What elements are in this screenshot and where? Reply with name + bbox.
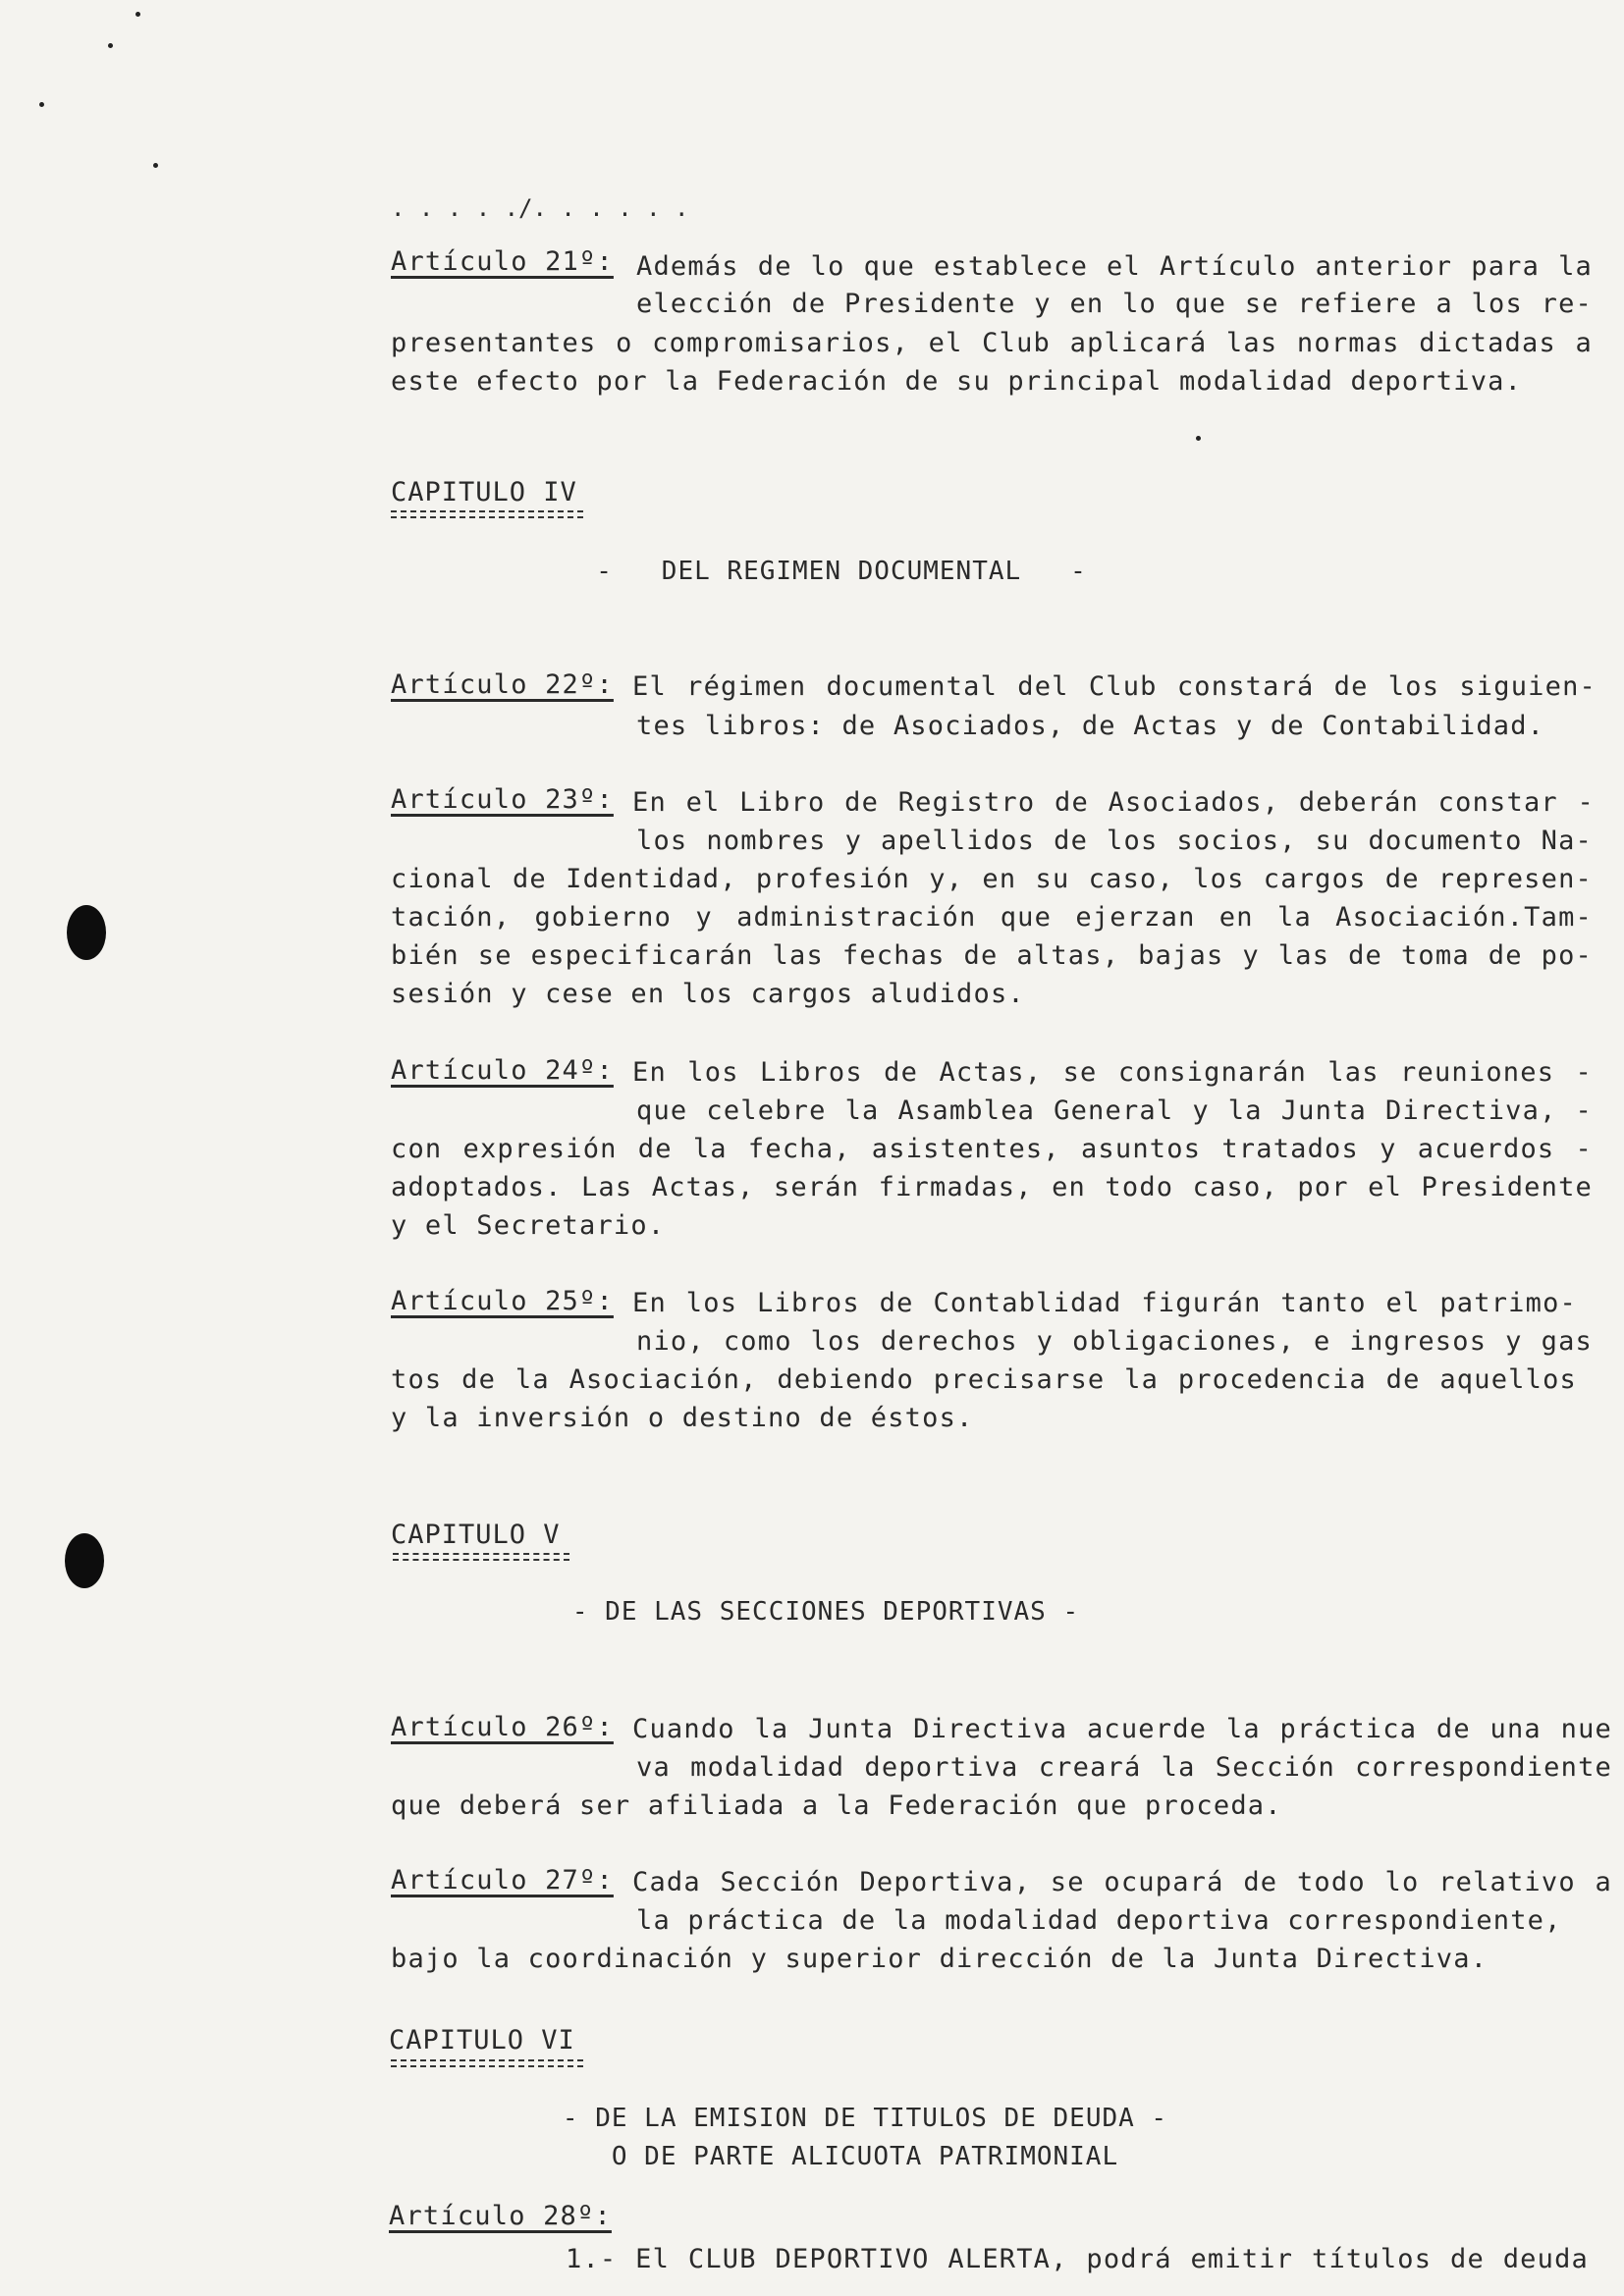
punch-hole-top <box>67 905 106 960</box>
article-23-line-2: los nombres y apellidos de los socios, su documento Na- <box>636 826 1593 856</box>
article-25-line-3: tos de la Asociación, debiendo precisarse la procedencia de aquellos <box>391 1364 1577 1395</box>
speck <box>153 163 158 168</box>
article-26-label: Artículo 26º: <box>391 1712 614 1742</box>
article-26-line-2: va modalidad deportiva creará la Sección correspondiente <box>636 1752 1612 1783</box>
chapter-4-title: CAPITULO IV <box>391 477 577 507</box>
chapter-5-double-rule <box>393 1553 569 1561</box>
continuation-mark: . . . . ./. . . . . . <box>391 194 689 222</box>
chapter-6-double-rule <box>391 2059 583 2067</box>
article-28-item-1: 1.- El CLUB DEPORTIVO ALERTA, podrá emitir títulos de deuda <box>566 2244 1589 2274</box>
article-24-label: Artículo 24º: <box>391 1055 614 1086</box>
article-27-line-1: Cada Sección Deportiva, se ocupará de todo lo relativo a <box>632 1867 1612 1897</box>
article-28-label: Artículo 28º: <box>389 2201 612 2231</box>
article-24-line-5: y el Secretario. <box>391 1210 666 1241</box>
article-21-line-3: presentantes o compromisarios, el Club aplicará las normas dictadas a <box>391 328 1593 358</box>
article-23-line-6: sesión y cese en los cargos aludidos. <box>391 979 1025 1009</box>
article-27-line-3: bajo la coordinación y superior dirección de la Junta Directiva. <box>391 1944 1489 1974</box>
speck <box>135 12 140 17</box>
article-25-line-1: En los Libros de Contablidad figurán tanto el patrimo- <box>632 1288 1577 1318</box>
article-27-label: Artículo 27º: <box>391 1865 614 1896</box>
chapter-6-heading-2: O DE PARTE ALICUOTA PATRIMONIAL <box>611 2142 1119 2171</box>
article-21-line-1: Además de lo que establece el Artículo anterior para la <box>636 251 1593 282</box>
article-26-line-3: que deberá ser afiliada a la Federación que proceda. <box>391 1790 1282 1821</box>
article-22-line-2: tes libros: de Asociados, de Actas y de Contabilidad. <box>636 711 1545 741</box>
article-24-line-3: con expresión de la fecha, asistentes, asuntos tratados y acuerdos - <box>391 1134 1593 1164</box>
article-24-line-1: En los Libros de Actas, se consignarán las reuniones - <box>632 1057 1593 1088</box>
article-23-line-1: En el Libro de Registro de Asociados, deberán constar - <box>632 787 1595 818</box>
article-25-label: Artículo 25º: <box>391 1286 614 1316</box>
article-23-line-4: tación, gobierno y administración que ejerzan en la Asociación.Tam- <box>391 902 1593 933</box>
chapter-6-heading-1: - DE LA EMISION DE TITULOS DE DEUDA - <box>562 2104 1168 2133</box>
speck <box>108 43 113 48</box>
chapter-5-heading: - DE LAS SECCIONES DEPORTIVAS - <box>571 1597 1080 1627</box>
article-23-line-5: bién se especificarán las fechas de altas, bajas y las de toma de po- <box>391 940 1593 971</box>
article-24-line-4: adoptados. Las Actas, serán firmadas, en todo caso, por el Presidente <box>391 1172 1593 1202</box>
article-23-label: Artículo 23º: <box>391 784 614 815</box>
article-22-label: Artículo 22º: <box>391 669 614 700</box>
chapter-4-heading: - DEL REGIMEN DOCUMENTAL - <box>596 557 1087 586</box>
chapter-5-title: CAPITULO V <box>391 1520 561 1550</box>
article-27-line-2: la práctica de la modalidad deportiva correspondiente, <box>636 1905 1562 1936</box>
punch-hole-bottom <box>65 1533 104 1588</box>
article-21-line-4: este efecto por la Federación de su principal modalidad deportiva. <box>391 366 1523 397</box>
chapter-6-title: CAPITULO VI <box>389 2025 575 2056</box>
speck <box>39 102 44 107</box>
speck <box>1196 436 1201 441</box>
article-24-line-2: que celebre la Asamblea General y la Junta Directiva, - <box>636 1095 1593 1126</box>
article-26-line-1: Cuando la Junta Directiva acuerde la práctica de una nue <box>632 1714 1612 1744</box>
article-21-line-2: elección de Presidente y en lo que se refiere a los re- <box>636 289 1593 319</box>
article-25-line-2: nio, como los derechos y obligaciones, e ingresos y gas <box>636 1326 1593 1357</box>
article-21-label: Artículo 21º: <box>391 246 614 277</box>
article-23-line-3: cional de Identidad, profesión y, en su caso, los cargos de represen- <box>391 864 1593 894</box>
chapter-4-double-rule <box>391 510 583 518</box>
article-25-line-4: y la inversión o destino de éstos. <box>391 1403 974 1433</box>
article-22-line-1: El régimen documental del Club constará de los siguien- <box>632 671 1597 702</box>
